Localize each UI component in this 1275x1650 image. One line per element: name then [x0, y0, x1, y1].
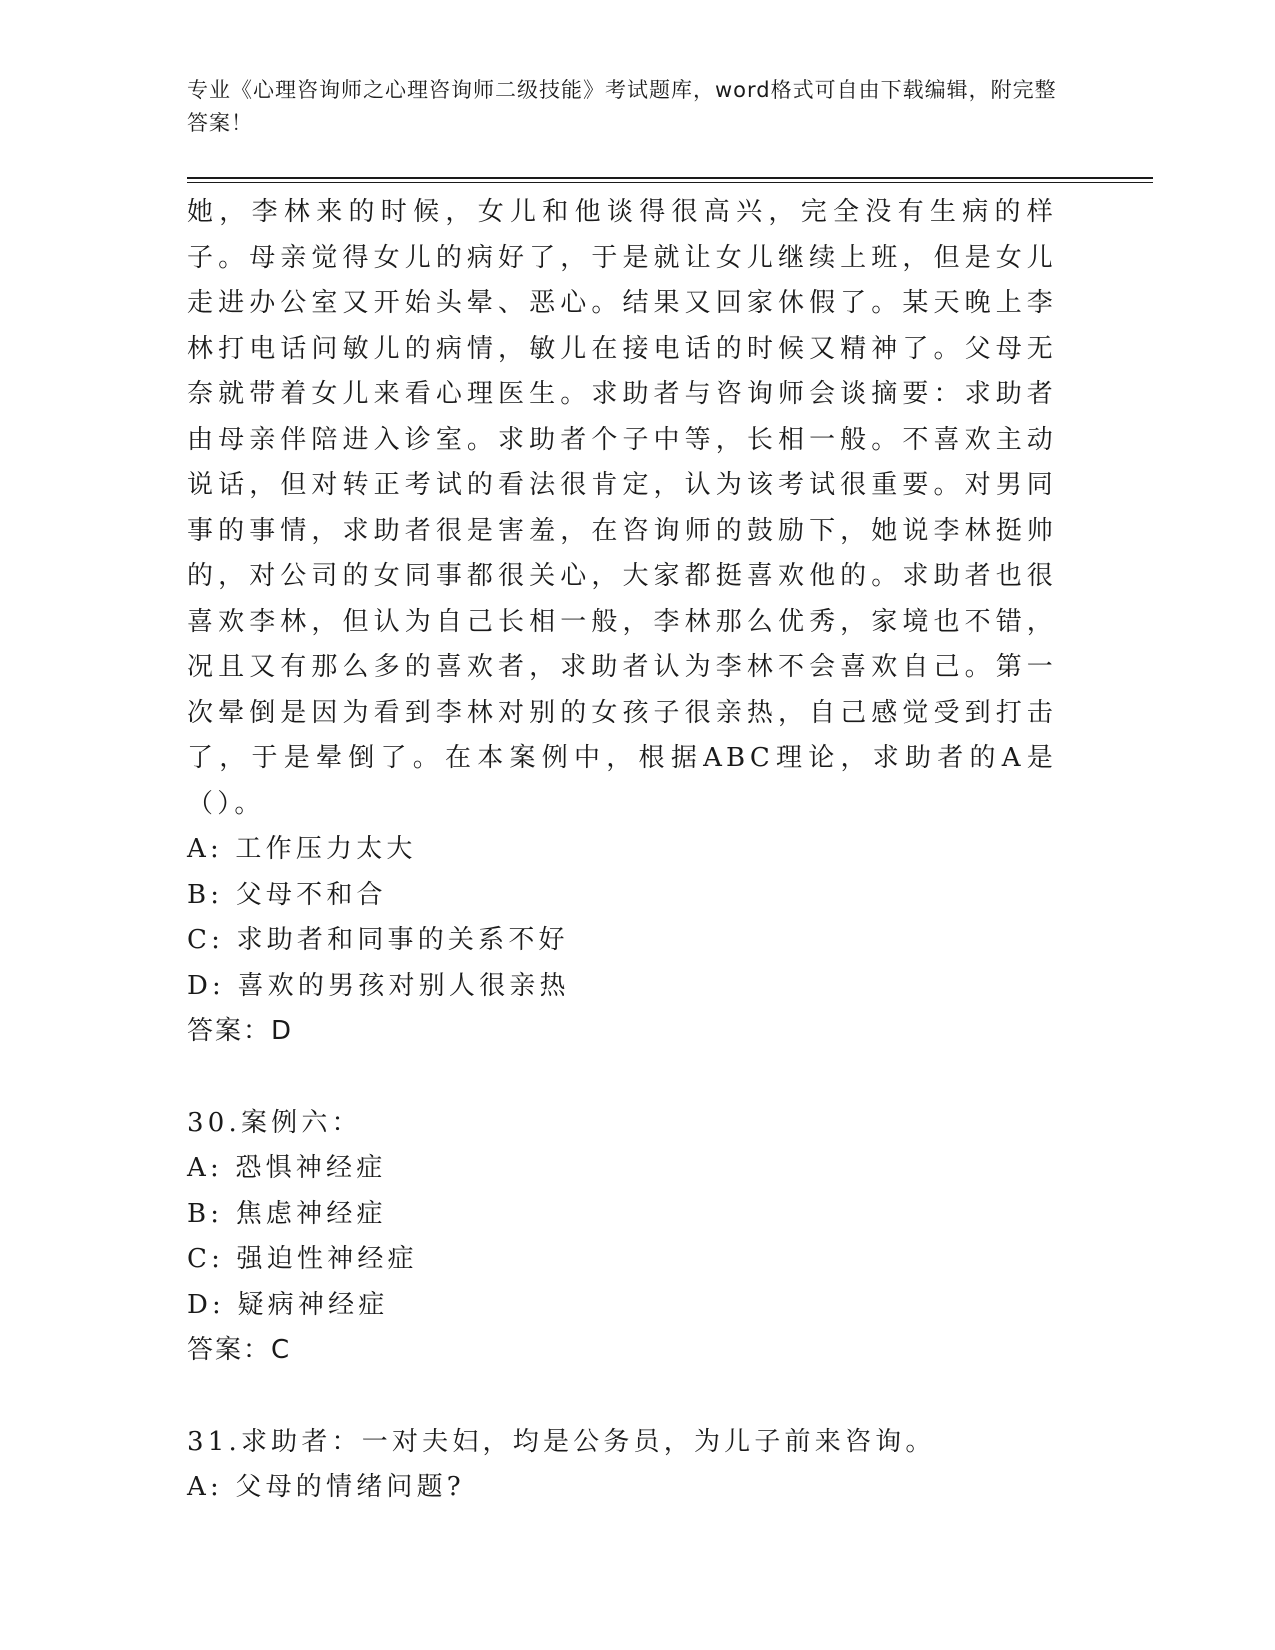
header-rule-thin — [187, 182, 1153, 183]
header-rule-thick — [187, 177, 1153, 179]
option-d: D: 喜欢的男孩对别人很亲热 — [187, 970, 570, 1001]
document-body — [187, 190, 1057, 1511]
question-30 — [187, 1101, 1057, 1374]
option-c: C: 求助者和同事的关系不好 — [187, 925, 569, 955]
question-stem: 她，李林来的时候，女儿和他谈得很高兴，完全没有生病的样子。母亲觉得女儿的病好了，于是就让女儿继续上班，但是女儿走进办公室又开始头晕、恶心。结果又回家休假了。某天晚上李林打电话问敏儿的病情，敏儿在接电话的时候又精神了。父母无奈就带着女儿来看心理医生。求助者与咨询师会谈摘要：求助者由母亲伴陪进入诊室。求助者个子中等，长相一般。不喜欢主动说话，但对转正考试的看法很肯定，认为该考试很重要。对男同事的事情，求助者很是害羞，在咨询师的鼓励下，她说李林挺帅的，对公司的女同事都很关心，大家都挺喜欢他的。求助者也很喜欢李林，但认为自己长相一般，李林那么优秀，家境也不错，况且又有那么多的喜欢者，求助者认为李林不会喜欢自己。第一次晕倒是因为看到李林对别的女孩子很亲热，自己感觉受到打击了，于是晕倒了。在本案例中，根据ABC理论，求助者的A是（）。 — [187, 197, 1057, 819]
question-29 — [187, 190, 1057, 1055]
option-a: A: 父母的情绪问题? — [187, 1472, 465, 1502]
option-a: A: 恐惧神经症 — [187, 1153, 387, 1183]
document-header: 专业《心理咨询师之心理咨询师二级技能》考试题库，word格式可自由下载编辑，附完整答案！ — [187, 78, 1057, 135]
answer-line: 答案：D — [187, 1016, 294, 1046]
option-b: B: 焦虑神经症 — [187, 1198, 387, 1229]
spacer — [187, 1055, 1057, 1101]
spacer — [187, 1374, 1057, 1420]
answer-line: 答案：C — [187, 1335, 292, 1365]
question-stem: 31.求助者：一对夫妇，均是公务员，为儿子前来咨询。 — [187, 1426, 936, 1457]
question-31 — [187, 1420, 1057, 1511]
option-b: B: 父母不和合 — [187, 879, 387, 910]
option-d: D: 疑病神经症 — [187, 1289, 389, 1320]
option-a: A: 工作压力太大 — [187, 834, 417, 864]
option-c: C: 强迫性神经症 — [187, 1244, 418, 1274]
question-stem: 30.案例六： — [187, 1107, 362, 1138]
